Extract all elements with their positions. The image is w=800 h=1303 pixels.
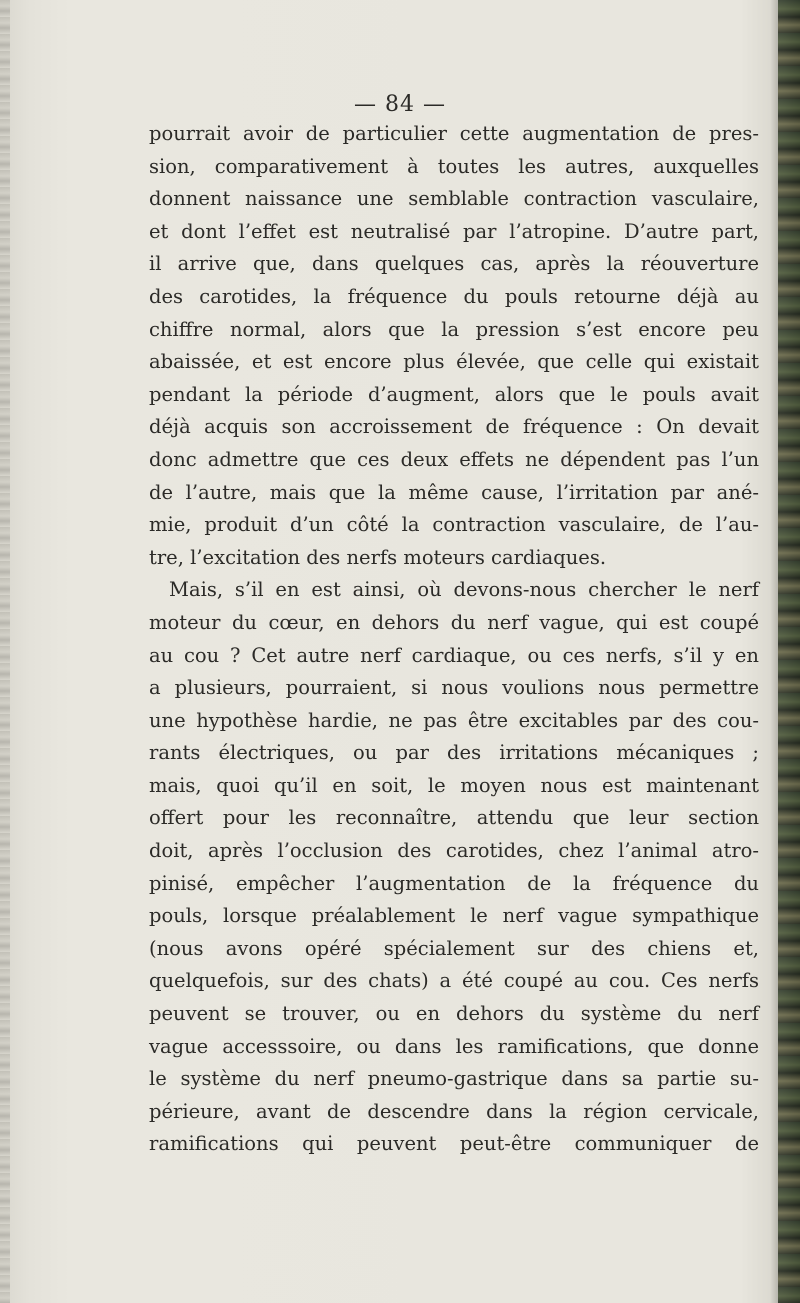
text-line: déjà acquis son accroissement de fréquence : On devait [149,415,759,439]
text-line: offert pour les reconnaître, attendu que leur section [149,806,759,830]
text-line: périeure, avant de descendre dans la région cervicale, [149,1099,759,1123]
text-line: (nous avons opéré spécialement sur des chiens et, [149,936,759,960]
text-line: rants électriques, ou par des irritations mécaniques ; [149,741,759,765]
text-line: ramifications qui peuvent peut-être communiquer de [149,1132,759,1156]
text-line: chiffre normal, alors que la pression s’est encore peu [149,317,759,341]
text-line: moteur du cœur, en dehors du nerf vague, qui est coupé [149,610,759,634]
text-line: des carotides, la fréquence du pouls retourne déjà au [149,284,759,308]
page-left-edge [0,0,10,1303]
text-line: une hypothèse hardie, ne pas être excitables par des cou- [149,708,759,732]
text-line: doit, après l’occlusion des carotides, chez l’animal atro- [149,839,759,863]
text-line: et dont l’effet est neutralisé par l’atropine. D’autre part, [149,219,759,243]
text-line: mais, quoi qu’il en soit, le moyen nous est maintenant [149,773,759,797]
text-line: vague accesssoire, ou dans les ramifications, que donne [149,1034,759,1058]
page-number: — 84 — [354,92,446,117]
text-line: peuvent se trouver, ou en dehors du système du nerf [149,1002,759,1026]
text-line: abaissée, et est encore plus élevée, que celle qui existait [149,350,759,374]
text-line: de l’autre, mais que la même cause, l’irritation par ané- [149,480,759,504]
text-line: tre, l’excitation des nerfs moteurs cardiaques. [149,545,607,569]
text-line: donc admettre que ces deux effets ne dépendent pas l’un [149,447,759,471]
text-line: pinisé, empêcher l’augmentation de la fréquence du [149,871,759,895]
text-line: pouls, lorsque préalablement le nerf vague sympathique [149,904,759,928]
text-line: mie, produit d’un côté la contraction vasculaire, de l’au- [149,513,759,537]
text-line: pourrait avoir de particulier cette augmentation de pres- [149,122,759,145]
text-line: Mais, s’il en est ainsi, où devons-nous chercher le nerf [169,578,759,602]
text-line: pendant la période d’augment, alors que le pouls avait [149,382,759,406]
text-line: quelquefois, sur des chats) a été coupé au cou. Ces nerfs [149,969,759,993]
page-right-edge [778,0,800,1303]
text-line: au cou ? Cet autre nerf cardiaque, ou ces nerfs, s’il y en [149,643,759,667]
text-line: donnent naissance une semblable contraction vasculaire, [149,187,759,211]
text-line: sion, comparativement à toutes les autres, auxquelles [149,154,759,178]
body-text [149,118,759,1161]
text-line: il arrive que, dans quelques cas, après la réouverture [149,252,759,276]
text-line: a plusieurs, pourraient, si nous voulions nous permettre [149,676,759,700]
text-line: le système du nerf pneumo-gastrique dans sa partie su- [149,1067,759,1091]
